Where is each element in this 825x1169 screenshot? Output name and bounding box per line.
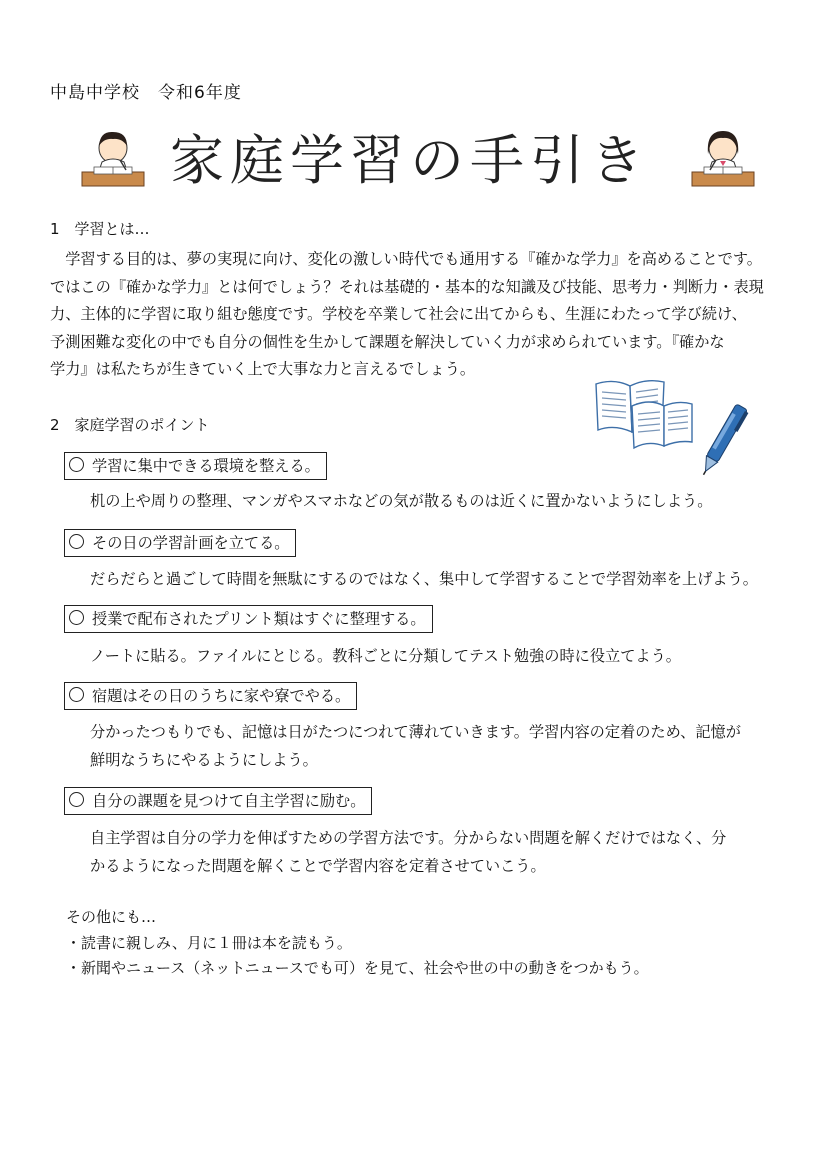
description-line: かるようになった問題を解くことで学習内容を定着させていこう。 xyxy=(90,856,546,875)
studying-boy-illustration xyxy=(80,126,146,192)
point-description xyxy=(90,643,790,671)
body-line: 予測困難な変化の中でも自分の個性を生かして課題を解決していく力が求められています。『確かな xyxy=(50,332,725,351)
point-description xyxy=(90,488,790,516)
body-line: 学力』は私たちが生きていく上で大事な力と言えるでしょう。 xyxy=(50,360,476,378)
body-line: ではこの『確かな学力』とは何でしょう？それは基礎的・基本的な知識及び技能、思考力・判断力・表現 xyxy=(50,277,764,296)
body-line: 学習する目的は、夢の実現に向け、変化の激しい時代でも通用する『確かな学力』を高めることです。 xyxy=(50,250,762,268)
studying-girl-illustration xyxy=(690,126,756,192)
section1-body xyxy=(50,246,790,384)
description-line: 自主学習は自分の学力を伸ばすための学習方法です。分からない問題を解くだけではなく、分 xyxy=(90,829,727,847)
circle-bullet-icon xyxy=(69,610,84,625)
school-year-header: 中島中学校 令和6年度 xyxy=(50,83,242,103)
point-title-box xyxy=(64,452,327,480)
point-title-box xyxy=(64,787,372,815)
description-line: ノートに貼る。ファイルにとじる。教科ごとに分類してテスト勉強の時に役立てよう。 xyxy=(90,647,681,665)
point-title: その日の学習計画を立てる。 xyxy=(92,534,290,552)
open-book-illustration xyxy=(592,376,696,452)
description-line: だらだらと過ごして時間を無駄にするのではなく、集中して学習することで学習効率を上げよう。 xyxy=(90,570,758,588)
point-description xyxy=(90,566,790,594)
page-title: 家庭学習の手引き xyxy=(170,129,650,192)
point-title: 宿題はその日のうちに家や寮でやる。 xyxy=(92,687,351,705)
circle-bullet-icon xyxy=(69,792,84,807)
point-title: 学習に集中できる環境を整える。 xyxy=(92,457,320,475)
point-title-box xyxy=(64,682,357,710)
other-list xyxy=(66,931,649,981)
section2-heading: 2 家庭学習のポイント xyxy=(50,416,210,434)
circle-bullet-icon xyxy=(69,534,84,549)
point-title-box xyxy=(64,529,296,557)
description-line: 分かったつもりでも、記憶は日がたつにつれて薄れていきます。学習内容の定着のため、記憶が xyxy=(90,723,741,741)
point-title: 自分の課題を見つけて自主学習に励む。 xyxy=(92,792,366,810)
other-heading: その他にも… xyxy=(66,908,157,926)
point-title-box xyxy=(64,605,433,633)
description-line: 机の上や周りの整理、マンガやスマホなどの気が散るものは近くに置かないようにしよう。 xyxy=(90,492,713,510)
section1-heading: 1 学習とは… xyxy=(50,220,150,238)
point-description xyxy=(90,719,790,774)
circle-bullet-icon xyxy=(69,687,84,702)
description-line: 鮮明なうちにやるようにしよう。 xyxy=(90,750,318,769)
pen-illustration xyxy=(696,398,750,484)
circle-bullet-icon xyxy=(69,457,84,472)
body-line: 力、主体的に学習に取り組む態度です。学校を卒業して社会に出てからも、生涯にわたって学び続け、 xyxy=(50,305,747,323)
list-item: ・読書に親しみ、月に１冊は本を読もう。 xyxy=(66,934,352,952)
point-title: 授業で配布されたプリント類はすぐに整理する。 xyxy=(92,610,426,628)
point-description xyxy=(90,825,790,880)
list-item: ・新聞やニュース（ネットニュースでも可）を見て、社会や世の中の動きをつかもう。 xyxy=(66,959,649,977)
